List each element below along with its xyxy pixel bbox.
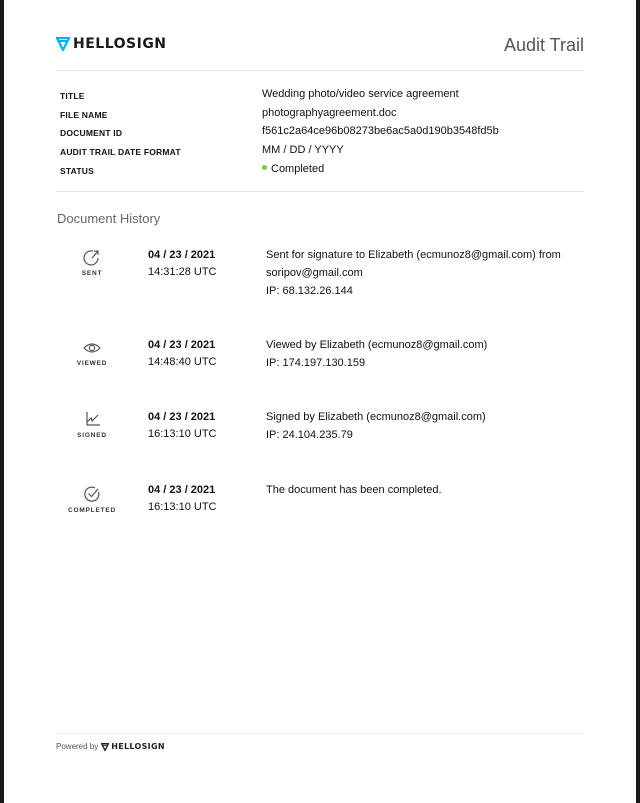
meta-label: DOCUMENT ID (60, 128, 123, 139)
meta-label: FILE NAME (60, 109, 108, 120)
event-line: Signed by Elizabeth (ecmunoz8@gmail.com) (266, 411, 486, 423)
page-title: Audit Trail (503, 35, 584, 55)
event-line: soripov@gmail.com (266, 267, 363, 279)
powered-by-text: Powered by (56, 742, 99, 751)
divider (56, 191, 584, 192)
footer-hellosign-logo (101, 742, 165, 751)
meta-value: photographyagreement.doc (262, 106, 397, 119)
hellosign-logo-icon (56, 37, 70, 51)
hellosign-logo-icon (101, 743, 109, 751)
event-time: 14:48:40 UTC (148, 356, 217, 368)
event-date: 04 / 23 / 2021 (148, 249, 216, 261)
event-description (266, 336, 576, 372)
event-label: SIGNED (77, 432, 107, 439)
event-line: IP: 174.197.130.159 (266, 357, 366, 369)
send-icon (81, 247, 103, 269)
document-meta-table (60, 88, 580, 181)
event-date: 04 / 23 / 2021 (148, 484, 216, 496)
meta-row-document-id (60, 125, 580, 144)
meta-label: TITLE (60, 91, 85, 101)
brand-name: HELLOSIGN (73, 36, 167, 52)
meta-value: MM / DD / YYYY (262, 144, 344, 157)
footer-divider (56, 733, 584, 734)
meta-row-title (60, 88, 580, 107)
event-label: VIEWED (76, 360, 108, 367)
event-description (266, 408, 576, 444)
meta-value: f561c2a64ce96b08273be6ac5a0d190b3548fd5b (262, 125, 499, 138)
meta-value (262, 163, 324, 175)
check-circle-icon (81, 483, 103, 505)
event-date: 04 / 23 / 2021 (148, 411, 216, 423)
event-description (266, 481, 576, 499)
meta-label: AUDIT TRAIL DATE FORMAT (60, 147, 181, 158)
footer (56, 742, 165, 751)
meta-value: Wedding photo/video service agreement (262, 88, 459, 100)
meta-row-date-format (60, 144, 580, 163)
meta-row-status (60, 163, 580, 182)
footer-brand: HELLOSIGN (111, 742, 165, 751)
event-date: 04 / 23 / 2021 (148, 339, 216, 351)
status-dot-icon (262, 165, 267, 170)
event-line: IP: 68.132.26.144 (266, 285, 353, 297)
meta-label: STATUS (60, 165, 94, 176)
event-time: 14:31:28 UTC (148, 266, 217, 278)
event-description (266, 246, 576, 300)
hellosign-logo (56, 36, 167, 52)
status-value: Completed (271, 162, 325, 175)
audit-trail-page (4, 0, 636, 803)
event-line: Viewed by Elizabeth (ecmunoz8@gmail.com) (266, 339, 488, 351)
event-time: 16:13:10 UTC (148, 501, 217, 513)
event-label: SENT (81, 270, 103, 277)
event-label: COMPLETED (67, 507, 116, 514)
event-line: IP: 24.104.235.79 (266, 429, 353, 441)
meta-row-file-name (60, 107, 580, 126)
event-line: The document has been completed. (266, 484, 442, 496)
document-history-title: Document History (57, 211, 161, 226)
event-time: 16:13:10 UTC (148, 428, 217, 440)
event-line: Sent for signature to Elizabeth (ecmunoz8@gmail.com) from (266, 249, 561, 261)
eye-icon (81, 337, 103, 359)
signature-icon (81, 409, 103, 431)
header (56, 30, 584, 71)
